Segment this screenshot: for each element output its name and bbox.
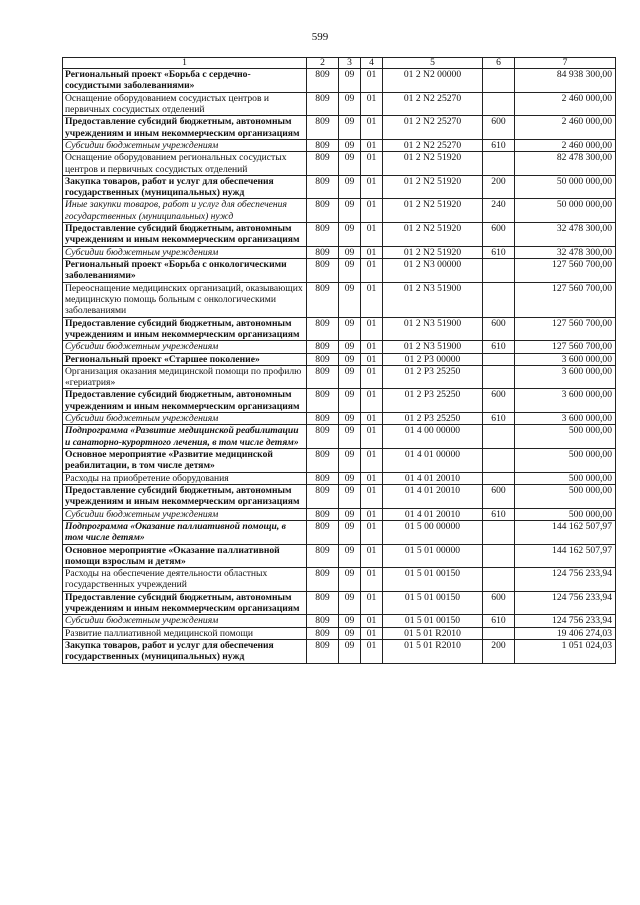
department-code-cell: 809 [307, 389, 339, 413]
section-code-cell: 09 [339, 365, 361, 389]
amount-cell: 2 460 000,00 [515, 139, 616, 151]
table-row [63, 544, 616, 568]
expense-type-cell: 610 [483, 246, 515, 258]
department-code-cell: 809 [307, 591, 339, 615]
subsection-code-cell: 01 [361, 259, 383, 283]
target-article-cell: 01 2 N3 00000 [383, 259, 483, 283]
expense-type-cell [483, 520, 515, 544]
department-code-cell: 809 [307, 139, 339, 151]
department-code-cell: 809 [307, 69, 339, 93]
subsection-code-cell: 01 [361, 282, 383, 317]
table-row [63, 259, 616, 283]
column-header: 6 [483, 58, 515, 69]
section-code-cell: 09 [339, 175, 361, 199]
table-row [63, 353, 616, 365]
item-name-cell: Организация оказания медицинской помощи по профилю «гериатрия» [63, 365, 307, 389]
target-article-cell: 01 4 00 00000 [383, 425, 483, 449]
item-name-cell: Субсидии бюджетным учреждениям [63, 341, 307, 353]
subsection-code-cell: 01 [361, 472, 383, 484]
subsection-code-cell: 01 [361, 152, 383, 176]
table-row [63, 175, 616, 199]
expense-type-cell: 600 [483, 484, 515, 508]
expense-type-cell [483, 152, 515, 176]
amount-cell: 124 756 233,94 [515, 591, 616, 615]
amount-cell: 500 000,00 [515, 425, 616, 449]
amount-cell: 19 406 274,03 [515, 627, 616, 639]
target-article-cell: 01 2 N2 00000 [383, 69, 483, 93]
table-row [63, 425, 616, 449]
table-row [63, 139, 616, 151]
subsection-code-cell: 01 [361, 449, 383, 473]
table-row [63, 484, 616, 508]
table-row [63, 615, 616, 627]
table-row [63, 365, 616, 389]
column-header: 7 [515, 58, 616, 69]
item-name-cell: Субсидии бюджетным учреждениям [63, 508, 307, 520]
column-number-row [63, 58, 616, 69]
item-name-cell: Предоставление субсидий бюджетным, автономным учреждениям и иным некоммерческим организациям [63, 223, 307, 247]
item-name-cell: Региональный проект «Борьба с сердечно-сосудистыми заболеваниями» [63, 69, 307, 93]
section-code-cell: 09 [339, 591, 361, 615]
table-row [63, 568, 616, 592]
target-article-cell: 01 2 N2 25270 [383, 116, 483, 140]
item-name-cell: Основное мероприятие «Оказание паллиативной помощи взрослым и детям» [63, 544, 307, 568]
department-code-cell: 809 [307, 520, 339, 544]
section-code-cell: 09 [339, 152, 361, 176]
item-name-cell: Расходы на приобретение оборудования [63, 472, 307, 484]
subsection-code-cell: 01 [361, 520, 383, 544]
table-row [63, 449, 616, 473]
item-name-cell: Закупка товаров, работ и услуг для обеспечения государственных (муниципальных) нужд [63, 175, 307, 199]
item-name-cell: Предоставление субсидий бюджетным, автономным учреждениям и иным некоммерческим организациям [63, 116, 307, 140]
section-code-cell: 09 [339, 69, 361, 93]
item-name-cell: Подпрограмма «Оказание паллиативной помощи, в том числе детям» [63, 520, 307, 544]
department-code-cell: 809 [307, 425, 339, 449]
subsection-code-cell: 01 [361, 389, 383, 413]
expense-type-cell [483, 449, 515, 473]
amount-cell: 124 756 233,94 [515, 568, 616, 592]
subsection-code-cell: 01 [361, 544, 383, 568]
department-code-cell: 809 [307, 116, 339, 140]
table-row [63, 520, 616, 544]
item-name-cell: Предоставление субсидий бюджетным, автономным учреждениям и иным некоммерческим организациям [63, 484, 307, 508]
target-article-cell: 01 2 N2 51920 [383, 246, 483, 258]
target-article-cell: 01 2 N3 51900 [383, 282, 483, 317]
amount-cell: 144 162 507,97 [515, 520, 616, 544]
section-code-cell: 09 [339, 508, 361, 520]
table-row [63, 282, 616, 317]
expense-type-cell [483, 568, 515, 592]
section-code-cell: 09 [339, 259, 361, 283]
subsection-code-cell: 01 [361, 353, 383, 365]
subsection-code-cell: 01 [361, 92, 383, 116]
amount-cell: 50 000 000,00 [515, 199, 616, 223]
section-code-cell: 09 [339, 544, 361, 568]
target-article-cell: 01 5 01 00150 [383, 591, 483, 615]
subsection-code-cell: 01 [361, 246, 383, 258]
subsection-code-cell: 01 [361, 413, 383, 425]
expense-type-cell: 600 [483, 389, 515, 413]
target-article-cell: 01 5 01 00000 [383, 544, 483, 568]
table-row [63, 413, 616, 425]
target-article-cell: 01 2 N2 25270 [383, 139, 483, 151]
expense-type-cell [483, 472, 515, 484]
subsection-code-cell: 01 [361, 568, 383, 592]
column-header: 4 [361, 58, 383, 69]
expense-type-cell [483, 353, 515, 365]
target-article-cell: 01 2 N3 51900 [383, 341, 483, 353]
expense-type-cell [483, 259, 515, 283]
subsection-code-cell: 01 [361, 317, 383, 341]
amount-cell: 50 000 000,00 [515, 175, 616, 199]
department-code-cell: 809 [307, 413, 339, 425]
table-row [63, 627, 616, 639]
column-header: 3 [339, 58, 361, 69]
subsection-code-cell: 01 [361, 116, 383, 140]
table-row [63, 317, 616, 341]
section-code-cell: 09 [339, 640, 361, 664]
subsection-code-cell: 01 [361, 69, 383, 93]
expense-type-cell: 610 [483, 341, 515, 353]
amount-cell: 1 051 024,03 [515, 640, 616, 664]
subsection-code-cell: 01 [361, 365, 383, 389]
department-code-cell: 809 [307, 627, 339, 639]
section-code-cell: 09 [339, 627, 361, 639]
item-name-cell: Субсидии бюджетным учреждениям [63, 413, 307, 425]
target-article-cell: 01 4 01 20010 [383, 472, 483, 484]
department-code-cell: 809 [307, 317, 339, 341]
department-code-cell: 809 [307, 544, 339, 568]
expense-type-cell [483, 544, 515, 568]
expense-type-cell: 200 [483, 640, 515, 664]
department-code-cell: 809 [307, 568, 339, 592]
section-code-cell: 09 [339, 449, 361, 473]
budget-table [62, 57, 616, 664]
target-article-cell: 01 5 01 R2010 [383, 627, 483, 639]
subsection-code-cell: 01 [361, 139, 383, 151]
amount-cell: 2 460 000,00 [515, 92, 616, 116]
amount-cell: 127 560 700,00 [515, 259, 616, 283]
section-code-cell: 09 [339, 341, 361, 353]
section-code-cell: 09 [339, 472, 361, 484]
table-row [63, 472, 616, 484]
subsection-code-cell: 01 [361, 484, 383, 508]
target-article-cell: 01 2 N2 51920 [383, 223, 483, 247]
section-code-cell: 09 [339, 282, 361, 317]
target-article-cell: 01 2 N2 51920 [383, 152, 483, 176]
table-row [63, 389, 616, 413]
column-header: 5 [383, 58, 483, 69]
target-article-cell: 01 4 01 20010 [383, 484, 483, 508]
subsection-code-cell: 01 [361, 627, 383, 639]
item-name-cell: Оснащение оборудованием региональных сосудистых центров и первичных сосудистых отделений [63, 152, 307, 176]
target-article-cell: 01 2 P3 25250 [383, 413, 483, 425]
section-code-cell: 09 [339, 615, 361, 627]
item-name-cell: Переоснащение медицинских организаций, оказывающих медицинскую помощь больным с онкологическими заболеваниями [63, 282, 307, 317]
department-code-cell: 809 [307, 246, 339, 258]
item-name-cell: Развитие паллиативной медицинской помощи [63, 627, 307, 639]
amount-cell: 127 560 700,00 [515, 317, 616, 341]
section-code-cell: 09 [339, 484, 361, 508]
department-code-cell: 809 [307, 508, 339, 520]
amount-cell: 127 560 700,00 [515, 341, 616, 353]
section-code-cell: 09 [339, 116, 361, 140]
amount-cell: 124 756 233,94 [515, 615, 616, 627]
amount-cell: 3 600 000,00 [515, 365, 616, 389]
amount-cell: 84 938 300,00 [515, 69, 616, 93]
section-code-cell: 09 [339, 520, 361, 544]
amount-cell: 144 162 507,97 [515, 544, 616, 568]
section-code-cell: 09 [339, 317, 361, 341]
department-code-cell: 809 [307, 353, 339, 365]
department-code-cell: 809 [307, 223, 339, 247]
target-article-cell: 01 4 01 00000 [383, 449, 483, 473]
department-code-cell: 809 [307, 365, 339, 389]
target-article-cell: 01 5 00 00000 [383, 520, 483, 544]
department-code-cell: 809 [307, 615, 339, 627]
section-code-cell: 09 [339, 92, 361, 116]
item-name-cell: Подпрограмма «Развитие медицинской реабилитации и санаторно-курортного лечения, в том числе детям» [63, 425, 307, 449]
section-code-cell: 09 [339, 223, 361, 247]
item-name-cell: Субсидии бюджетным учреждениям [63, 139, 307, 151]
expense-type-cell: 610 [483, 413, 515, 425]
section-code-cell: 09 [339, 246, 361, 258]
department-code-cell: 809 [307, 640, 339, 664]
subsection-code-cell: 01 [361, 508, 383, 520]
expense-type-cell: 240 [483, 199, 515, 223]
amount-cell: 3 600 000,00 [515, 353, 616, 365]
subsection-code-cell: 01 [361, 615, 383, 627]
column-header: 2 [307, 58, 339, 69]
section-code-cell: 09 [339, 389, 361, 413]
subsection-code-cell: 01 [361, 341, 383, 353]
amount-cell: 500 000,00 [515, 484, 616, 508]
section-code-cell: 09 [339, 413, 361, 425]
amount-cell: 32 478 300,00 [515, 246, 616, 258]
amount-cell: 2 460 000,00 [515, 116, 616, 140]
item-name-cell: Оснащение оборудованием сосудистых центров и первичных сосудистых отделений [63, 92, 307, 116]
target-article-cell: 01 2 N2 25270 [383, 92, 483, 116]
subsection-code-cell: 01 [361, 425, 383, 449]
amount-cell: 127 560 700,00 [515, 282, 616, 317]
table-row [63, 92, 616, 116]
section-code-cell: 09 [339, 568, 361, 592]
item-name-cell: Основное мероприятие «Развитие медицинской реабилитации, в том числе детям» [63, 449, 307, 473]
column-header: 1 [63, 58, 307, 69]
amount-cell: 3 600 000,00 [515, 389, 616, 413]
department-code-cell: 809 [307, 282, 339, 317]
table-row [63, 223, 616, 247]
department-code-cell: 809 [307, 152, 339, 176]
table-row [63, 116, 616, 140]
expense-type-cell: 600 [483, 116, 515, 140]
expense-type-cell [483, 627, 515, 639]
department-code-cell: 809 [307, 472, 339, 484]
expense-type-cell: 610 [483, 508, 515, 520]
item-name-cell: Предоставление субсидий бюджетным, автономным учреждениям и иным некоммерческим организациям [63, 389, 307, 413]
subsection-code-cell: 01 [361, 199, 383, 223]
department-code-cell: 809 [307, 199, 339, 223]
subsection-code-cell: 01 [361, 223, 383, 247]
target-article-cell: 01 2 N2 51920 [383, 175, 483, 199]
table-row [63, 508, 616, 520]
department-code-cell: 809 [307, 259, 339, 283]
table-row [63, 640, 616, 664]
expense-type-cell [483, 425, 515, 449]
item-name-cell: Региональный проект «Борьба с онкологическими заболеваниями» [63, 259, 307, 283]
table-row [63, 341, 616, 353]
item-name-cell: Субсидии бюджетным учреждениям [63, 615, 307, 627]
expense-type-cell: 200 [483, 175, 515, 199]
expense-type-cell: 600 [483, 223, 515, 247]
table-row [63, 69, 616, 93]
expense-type-cell: 610 [483, 139, 515, 151]
target-article-cell: 01 2 N3 51900 [383, 317, 483, 341]
department-code-cell: 809 [307, 449, 339, 473]
target-article-cell: 01 4 01 20010 [383, 508, 483, 520]
expense-type-cell [483, 365, 515, 389]
target-article-cell: 01 5 01 R2010 [383, 640, 483, 664]
department-code-cell: 809 [307, 92, 339, 116]
expense-type-cell: 600 [483, 317, 515, 341]
item-name-cell: Предоставление субсидий бюджетным, автономным учреждениям и иным некоммерческим организациям [63, 591, 307, 615]
subsection-code-cell: 01 [361, 175, 383, 199]
section-code-cell: 09 [339, 139, 361, 151]
item-name-cell: Иные закупки товаров, работ и услуг для обеспечения государственных (муниципальных) нужд [63, 199, 307, 223]
table-row [63, 246, 616, 258]
section-code-cell: 09 [339, 425, 361, 449]
table-row [63, 152, 616, 176]
item-name-cell: Региональный проект «Старшее поколение» [63, 353, 307, 365]
expense-type-cell: 610 [483, 615, 515, 627]
table-row [63, 199, 616, 223]
department-code-cell: 809 [307, 175, 339, 199]
section-code-cell: 09 [339, 199, 361, 223]
table-row [63, 591, 616, 615]
item-name-cell: Субсидии бюджетным учреждениям [63, 246, 307, 258]
amount-cell: 82 478 300,00 [515, 152, 616, 176]
expense-type-cell [483, 92, 515, 116]
expense-type-cell [483, 69, 515, 93]
department-code-cell: 809 [307, 341, 339, 353]
amount-cell: 500 000,00 [515, 508, 616, 520]
amount-cell: 500 000,00 [515, 472, 616, 484]
item-name-cell: Предоставление субсидий бюджетным, автономным учреждениям и иным некоммерческим организациям [63, 317, 307, 341]
amount-cell: 3 600 000,00 [515, 413, 616, 425]
expense-type-cell [483, 282, 515, 317]
amount-cell: 32 478 300,00 [515, 223, 616, 247]
target-article-cell: 01 2 P3 25250 [383, 365, 483, 389]
target-article-cell: 01 2 N2 51920 [383, 199, 483, 223]
expense-type-cell: 600 [483, 591, 515, 615]
subsection-code-cell: 01 [361, 640, 383, 664]
target-article-cell: 01 5 01 00150 [383, 615, 483, 627]
amount-cell: 500 000,00 [515, 449, 616, 473]
target-article-cell: 01 5 01 00150 [383, 568, 483, 592]
department-code-cell: 809 [307, 484, 339, 508]
item-name-cell: Закупка товаров, работ и услуг для обеспечения государственных (муниципальных) нужд [63, 640, 307, 664]
section-code-cell: 09 [339, 353, 361, 365]
page-number: 599 [311, 31, 329, 43]
target-article-cell: 01 2 P3 00000 [383, 353, 483, 365]
item-name-cell: Расходы на обеспечение деятельности областных государственных учреждений [63, 568, 307, 592]
target-article-cell: 01 2 P3 25250 [383, 389, 483, 413]
subsection-code-cell: 01 [361, 591, 383, 615]
